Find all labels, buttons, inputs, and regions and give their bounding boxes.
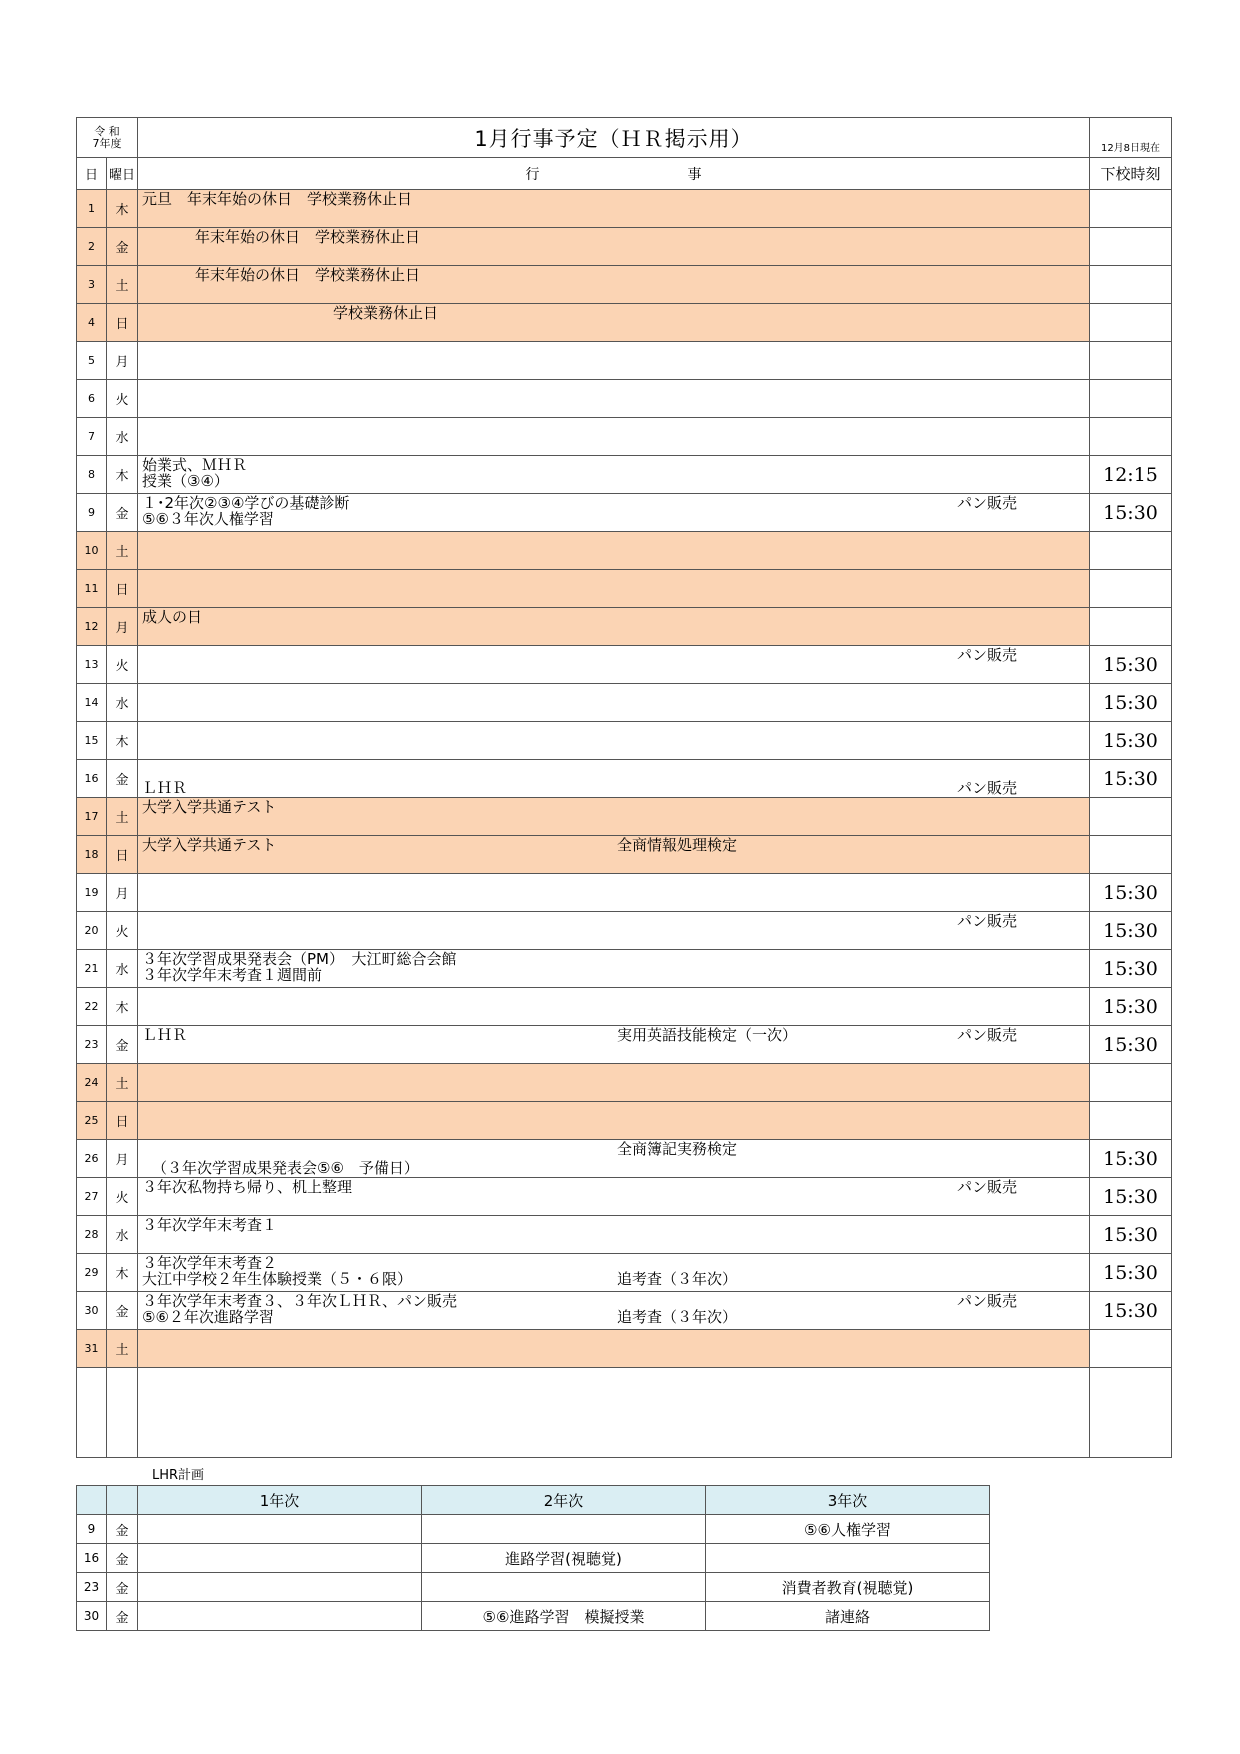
event-text: ⑤⑥２年次進路学習	[142, 1308, 274, 1326]
lhr-grade-2-cell	[422, 1515, 706, 1544]
event-text: 全商簿記実務検定	[617, 1140, 738, 1158]
event-text: 始業式、ＭＨＲ	[142, 456, 248, 474]
table-row	[77, 418, 1171, 456]
events-cell	[138, 874, 1090, 911]
dismissal-time-cell	[1090, 190, 1171, 227]
events-cell	[138, 1292, 1090, 1329]
schedule-table	[76, 117, 1172, 1458]
weekday-cell: 月	[107, 608, 138, 645]
lhr-header-grade-3: 3年次	[706, 1486, 990, 1515]
day-cell: 22	[77, 988, 107, 1025]
table-row	[77, 950, 1171, 988]
lhr-header-grade-1: 1年次	[138, 1486, 422, 1515]
day-cell: 15	[77, 722, 107, 759]
era-line-2: 7年度	[92, 136, 122, 150]
table-row	[77, 1216, 1171, 1254]
lhr-header-row	[77, 1486, 990, 1515]
lhr-grade-3-cell: 諸連絡	[706, 1602, 990, 1631]
table-row	[77, 228, 1171, 266]
day-cell: 31	[77, 1330, 107, 1367]
day-cell: 1	[77, 190, 107, 227]
events-cell	[138, 646, 1090, 683]
dismissal-time-cell	[1090, 798, 1171, 835]
table-row	[77, 760, 1171, 798]
table-row	[77, 684, 1171, 722]
blank-events-cell	[138, 1368, 1090, 1457]
weekday-cell: 土	[107, 532, 138, 569]
weekday-cell: 木	[107, 456, 138, 493]
events-cell	[138, 570, 1090, 607]
events-cell	[138, 380, 1090, 417]
day-cell: 8	[77, 456, 107, 493]
weekday-cell: 水	[107, 1216, 138, 1253]
day-cell: 6	[77, 380, 107, 417]
dismissal-time-cell: 15:30	[1090, 760, 1171, 797]
event-text: パン販売	[957, 646, 1018, 664]
header-row	[77, 118, 1171, 158]
event-text: 大学入学共通テスト	[142, 836, 277, 854]
dismissal-time-cell	[1090, 532, 1171, 569]
col-day-header: 日	[77, 158, 107, 189]
event-text: ＬＨＲ	[142, 779, 188, 797]
lhr-row	[77, 1544, 990, 1573]
event-text: 成人の日	[142, 608, 203, 626]
dismissal-time-cell: 15:30	[1090, 1140, 1171, 1177]
event-text: パン販売	[957, 1026, 1018, 1044]
weekday-cell: 水	[107, 950, 138, 987]
day-cell: 18	[77, 836, 107, 873]
page-title: 1月行事予定（ＨＲ掲示用）	[138, 118, 1090, 157]
day-cell: 21	[77, 950, 107, 987]
event-text: パン販売	[957, 779, 1018, 797]
table-row	[77, 304, 1171, 342]
day-rows	[77, 190, 1171, 1368]
day-cell: 28	[77, 1216, 107, 1253]
dismissal-time-cell: 15:30	[1090, 1026, 1171, 1063]
events-cell	[138, 1102, 1090, 1139]
event-text: 実用英語技能検定（一次）	[617, 1026, 798, 1044]
dismissal-time-cell	[1090, 570, 1171, 607]
lhr-day-cell: 16	[77, 1544, 107, 1573]
day-cell: 24	[77, 1064, 107, 1101]
day-cell: 2	[77, 228, 107, 265]
dismissal-time-cell: 15:30	[1090, 912, 1171, 949]
day-cell: 12	[77, 608, 107, 645]
day-cell: 5	[77, 342, 107, 379]
event-text: ３年次学習成果発表会（PM） 大江町総合会館	[142, 950, 457, 968]
day-cell: 11	[77, 570, 107, 607]
table-row	[77, 190, 1171, 228]
weekday-cell: 火	[107, 646, 138, 683]
weekday-cell: 金	[107, 1026, 138, 1063]
events-cell	[138, 190, 1090, 227]
day-cell: 27	[77, 1178, 107, 1215]
event-text: （３年次学習成果発表会⑤⑥ 予備日）	[152, 1159, 419, 1177]
table-row	[77, 1026, 1171, 1064]
table-row	[77, 1178, 1171, 1216]
weekday-cell: 月	[107, 874, 138, 911]
weekday-cell: 木	[107, 988, 138, 1025]
weekday-cell: 日	[107, 304, 138, 341]
weekday-cell: 水	[107, 684, 138, 721]
event-text: ３年次私物持ち帰り、机上整理	[142, 1178, 353, 1196]
event-text: 元旦 年末年始の休日 学校業務休止日	[142, 190, 413, 208]
lhr-grade-2-cell: ⑤⑥進路学習 模擬授業	[422, 1602, 706, 1631]
weekday-cell: 金	[107, 760, 138, 797]
table-row	[77, 532, 1171, 570]
weekday-cell: 木	[107, 190, 138, 227]
weekday-cell: 金	[107, 494, 138, 531]
events-cell	[138, 418, 1090, 455]
table-row	[77, 646, 1171, 684]
lhr-grade-1-cell	[138, 1573, 422, 1602]
dismissal-time-cell: 15:30	[1090, 646, 1171, 683]
weekday-cell: 火	[107, 912, 138, 949]
blank-row	[77, 1368, 1171, 1457]
weekday-cell: 土	[107, 266, 138, 303]
weekday-cell: 木	[107, 1254, 138, 1291]
events-cell	[138, 950, 1090, 987]
event-text: ３年次学年末考査２	[142, 1254, 278, 1272]
lhr-grade-2-cell	[422, 1573, 706, 1602]
day-cell: 26	[77, 1140, 107, 1177]
event-text: ⑤⑥３年次人権学習	[142, 510, 274, 528]
events-cell	[138, 722, 1090, 759]
event-text: ３年次学年末考査１	[142, 1216, 278, 1234]
dismissal-time-cell: 15:30	[1090, 1178, 1171, 1215]
table-row	[77, 988, 1171, 1026]
event-text: 追考査（３年次）	[617, 1270, 738, 1288]
table-row	[77, 342, 1171, 380]
event-text: パン販売	[957, 1292, 1018, 1310]
day-cell: 17	[77, 798, 107, 835]
lhr-day-cell: 9	[77, 1515, 107, 1544]
dismissal-time-cell	[1090, 1102, 1171, 1139]
event-text: 全商情報処理検定	[617, 836, 738, 854]
dismissal-time-cell: 15:30	[1090, 1292, 1171, 1329]
events-cell	[138, 760, 1090, 797]
event-text: パン販売	[957, 494, 1018, 512]
dismissal-time-cell: 15:30	[1090, 494, 1171, 531]
weekday-cell: 土	[107, 798, 138, 835]
events-cell	[138, 494, 1090, 531]
era-cell	[77, 118, 138, 157]
weekday-cell: 土	[107, 1064, 138, 1101]
table-row	[77, 836, 1171, 874]
day-cell: 7	[77, 418, 107, 455]
dismissal-time-cell	[1090, 836, 1171, 873]
lhr-weekday-cell: 金	[107, 1515, 138, 1544]
day-cell: 19	[77, 874, 107, 911]
col-events-label-2: 事	[687, 166, 702, 183]
dismissal-time-cell	[1090, 608, 1171, 645]
weekday-cell: 日	[107, 570, 138, 607]
table-row	[77, 1292, 1171, 1330]
events-cell	[138, 456, 1090, 493]
dismissal-time-cell	[1090, 1064, 1171, 1101]
dismissal-time-cell	[1090, 418, 1171, 455]
col-weekday-header: 曜日	[107, 158, 138, 189]
table-row	[77, 722, 1171, 760]
lhr-grade-1-cell	[138, 1544, 422, 1573]
dismissal-time-cell: 15:30	[1090, 1254, 1171, 1291]
table-row	[77, 266, 1171, 304]
weekday-cell: 木	[107, 722, 138, 759]
lhr-grade-2-cell: 進路学習(視聴覚)	[422, 1544, 706, 1573]
lhr-row	[77, 1515, 990, 1544]
dismissal-time-cell: 15:30	[1090, 722, 1171, 759]
weekday-cell: 日	[107, 1102, 138, 1139]
events-cell	[138, 1216, 1090, 1253]
events-cell	[138, 228, 1090, 265]
day-cell: 23	[77, 1026, 107, 1063]
weekday-cell: 土	[107, 1330, 138, 1367]
lhr-weekday-cell: 金	[107, 1573, 138, 1602]
day-cell: 20	[77, 912, 107, 949]
day-cell: 29	[77, 1254, 107, 1291]
events-cell	[138, 304, 1090, 341]
day-cell: 30	[77, 1292, 107, 1329]
weekday-cell: 火	[107, 380, 138, 417]
event-text: 学校業務休止日	[333, 304, 439, 322]
events-cell	[138, 798, 1090, 835]
weekday-cell: 水	[107, 418, 138, 455]
events-cell	[138, 266, 1090, 303]
event-text: ＬＨＲ	[142, 1026, 188, 1044]
table-row	[77, 494, 1171, 532]
lhr-day-cell: 23	[77, 1573, 107, 1602]
table-row	[77, 912, 1171, 950]
lhr-header-grade-2: 2年次	[422, 1486, 706, 1515]
event-text: １･2年次②③④学びの基礎診断	[142, 494, 350, 512]
dismissal-time-cell: 12:15	[1090, 456, 1171, 493]
weekday-cell: 月	[107, 342, 138, 379]
events-cell	[138, 1254, 1090, 1291]
lhr-body	[77, 1515, 990, 1631]
events-cell	[138, 1178, 1090, 1215]
col-time-header: 下校時刻	[1100, 165, 1161, 183]
day-cell: 4	[77, 304, 107, 341]
as-of-date: 12月8日現在	[1100, 143, 1161, 154]
table-row	[77, 1064, 1171, 1102]
col-events-header	[138, 158, 1090, 189]
dismissal-time-cell: 15:30	[1090, 950, 1171, 987]
table-row	[77, 1330, 1171, 1368]
era-line-1: 令 和	[94, 124, 120, 138]
blank-weekday-cell	[107, 1368, 138, 1457]
col-events-label-1: 行	[525, 166, 540, 183]
events-cell	[138, 608, 1090, 645]
events-cell	[138, 988, 1090, 1025]
lhr-row	[77, 1573, 990, 1602]
event-text: 授業（③④）	[142, 472, 229, 490]
table-row	[77, 1140, 1171, 1178]
events-cell	[138, 1330, 1090, 1367]
event-text: 大江中学校２年生体験授業（５・６限）	[142, 1270, 413, 1288]
event-text: 年末年始の休日 学校業務休止日	[195, 228, 421, 246]
lhr-grade-1-cell	[138, 1602, 422, 1631]
blank-time-cell	[1090, 1368, 1171, 1457]
lhr-header-day	[77, 1486, 107, 1515]
dismissal-time-cell	[1090, 1330, 1171, 1367]
table-row	[77, 798, 1171, 836]
weekday-cell: 金	[107, 1292, 138, 1329]
dismissal-time-cell	[1090, 342, 1171, 379]
table-row	[77, 1102, 1171, 1140]
dismissal-time-cell: 15:30	[1090, 1216, 1171, 1253]
day-cell: 3	[77, 266, 107, 303]
table-row	[77, 456, 1171, 494]
lhr-grade-1-cell	[138, 1515, 422, 1544]
event-text: ３年次学年末考査１週間前	[142, 966, 323, 984]
event-text: ３年次学年末考査３、３年次ＬＨＲ、パン販売	[142, 1292, 458, 1310]
events-cell	[138, 836, 1090, 873]
events-cell	[138, 1140, 1090, 1177]
events-cell	[138, 342, 1090, 379]
dismissal-time-cell	[1090, 380, 1171, 417]
table-row	[77, 1254, 1171, 1292]
events-cell	[138, 1026, 1090, 1063]
weekday-cell: 火	[107, 1178, 138, 1215]
events-cell	[138, 532, 1090, 569]
weekday-cell: 日	[107, 836, 138, 873]
day-cell: 13	[77, 646, 107, 683]
table-row	[77, 608, 1171, 646]
event-text: パン販売	[957, 1178, 1018, 1196]
lhr-header-weekday	[107, 1486, 138, 1515]
dismissal-time-cell: 15:30	[1090, 988, 1171, 1025]
dismissal-time-cell	[1090, 304, 1171, 341]
weekday-cell: 金	[107, 228, 138, 265]
event-text: 年末年始の休日 学校業務休止日	[195, 266, 421, 284]
day-cell: 14	[77, 684, 107, 721]
event-text: 大学入学共通テスト	[142, 798, 277, 816]
table-row	[77, 874, 1171, 912]
event-text: パン販売	[957, 912, 1018, 930]
event-text: 追考査（３年次）	[617, 1308, 738, 1326]
day-cell: 9	[77, 494, 107, 531]
lhr-grade-3-cell	[706, 1544, 990, 1573]
day-cell: 16	[77, 760, 107, 797]
table-row	[77, 380, 1171, 418]
dismissal-time-cell: 15:30	[1090, 874, 1171, 911]
dismissal-time-cell	[1090, 228, 1171, 265]
blank-day-cell	[77, 1368, 107, 1457]
dismissal-time-cell: 15:30	[1090, 684, 1171, 721]
column-header-row	[77, 158, 1171, 190]
lhr-weekday-cell: 金	[107, 1602, 138, 1631]
weekday-cell: 月	[107, 1140, 138, 1177]
lhr-row	[77, 1602, 990, 1631]
lhr-plan-title: LHR計画	[152, 1468, 205, 1483]
events-cell	[138, 912, 1090, 949]
table-row	[77, 570, 1171, 608]
lhr-day-cell: 30	[77, 1602, 107, 1631]
events-cell	[138, 1064, 1090, 1101]
lhr-grade-3-cell: 消費者教育(視聴覚)	[706, 1573, 990, 1602]
day-cell: 25	[77, 1102, 107, 1139]
day-cell: 10	[77, 532, 107, 569]
lhr-weekday-cell: 金	[107, 1544, 138, 1573]
lhr-plan-table	[76, 1485, 990, 1631]
events-cell	[138, 684, 1090, 721]
lhr-grade-3-cell: ⑤⑥人権学習	[706, 1515, 990, 1544]
dismissal-time-cell	[1090, 266, 1171, 303]
